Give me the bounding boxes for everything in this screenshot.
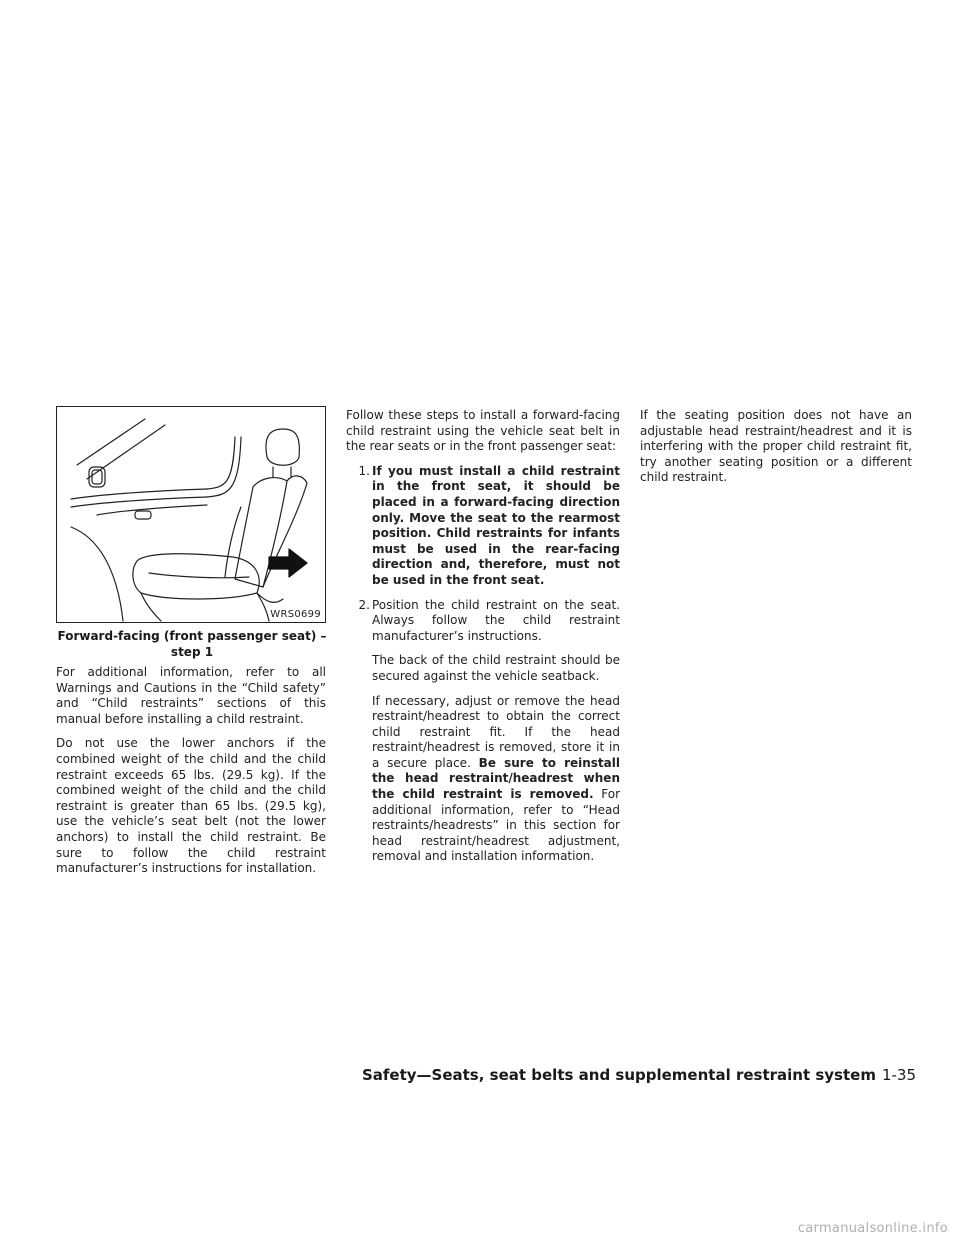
- paragraph-additional-info: For additional information, refer to all Warnings and Cautions in the “Child safety” and “Child restraints” sections of this manual before installing a child restraint.: [56, 665, 326, 726]
- column-right: [640, 408, 912, 495]
- paragraph-lower-anchors: Do not use the lower anchors if the combined weight of the child and the child restraint exceeds 65 lbs. (29.5 kg). If the combined weight of the child and the child restraint is greater than 65 lbs. (29.5 kg), use the vehicle’s seat belt (not the lower anchors) to install the child restraint. Be sure to follow the child restraint manufacturer’s instructions for installation.: [56, 736, 326, 876]
- figure-code: WRS0699: [270, 609, 321, 620]
- bold-warning: Be sure to reinstall the head restraint/headrest when the child restraint is removed.: [372, 755, 620, 802]
- watermark: carmanualsonline.info: [797, 1221, 948, 1236]
- step-number: 2.: [358, 597, 370, 612]
- step-item: [346, 598, 620, 645]
- step-item: [346, 464, 620, 589]
- step-text: If you must install a child restraint in the front seat, it should be placed in a forward-facing direction only. Move the seat to the rearmost position. Child restraints for infants must be used in the rear-facing direction and, therefore, must not be used in the front seat.: [372, 463, 620, 587]
- text-run: If necessary, adjust or remove the head restraint/headrest to obtain the correct child restraint fit. If the head restraint/headrest is removed, store it in a secure place.: [372, 693, 620, 770]
- paragraph-seating-position: If the seating position does not have an adjustable head restraint/headrest and it is interfering with the proper child restraint fit, try another seating position or a different child restraint.: [640, 408, 912, 485]
- paragraph-intro: Follow these steps to install a forward-facing child restraint using the vehicle seat belt in the rear seats or in the front passenger seat:: [346, 408, 620, 454]
- steps-list: [346, 464, 620, 645]
- paragraph-head-restraint: [346, 694, 620, 866]
- figure-caption: Forward-facing (front passenger seat) – step 1: [57, 629, 327, 659]
- column-left: [56, 665, 326, 886]
- step-text: Position the child restraint on the seat. Always follow the child restraint manufacturer’s instructions.: [372, 597, 620, 643]
- text-run: For additional information, refer to “Head restraints/headrests” in this section for head restraint/headrest adjustment, removal and installation information.: [372, 787, 620, 864]
- section-title: Safety—Seats, seat belts and supplemental restraint system: [361, 1066, 876, 1084]
- page-number: 1-35: [881, 1066, 916, 1084]
- seat-illustration: [56, 406, 326, 623]
- front-seat-drawing: [57, 407, 325, 622]
- column-middle: [346, 408, 620, 874]
- paragraph-seatback: The back of the child restraint should be secured against the vehicle seatback.: [372, 653, 620, 683]
- page-footer: [362, 1065, 916, 1085]
- step-number: 1.: [358, 463, 370, 478]
